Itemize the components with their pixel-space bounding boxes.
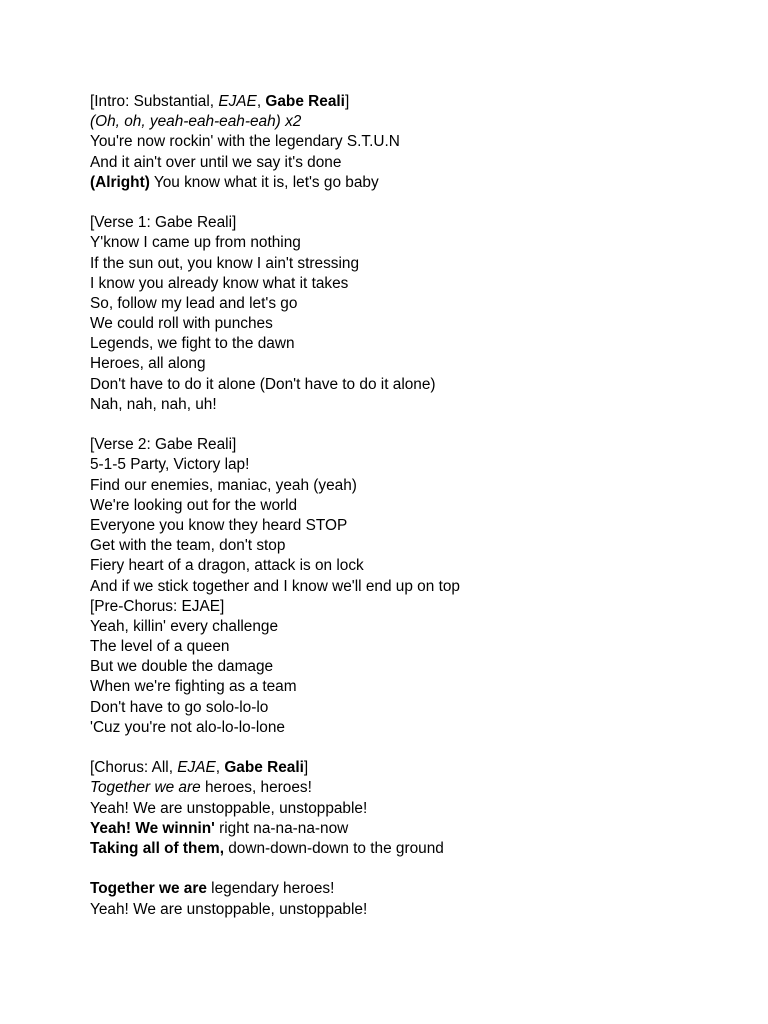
intro-header-open: [Intro: Substantial, bbox=[90, 93, 219, 110]
verse2-line: Fiery heart of a dragon, attack is on lock bbox=[90, 557, 364, 575]
chorus-line-3-rest: right na-na-na-now bbox=[214, 819, 349, 837]
verse1-line: Nah, nah, nah, uh! bbox=[90, 395, 217, 413]
chorus-line-2: Yeah! We are unstoppable, unstoppable! bbox=[90, 799, 368, 817]
chorus-line-5-bold: Together we are bbox=[90, 880, 207, 898]
chorus-line-4-rest: down-down-down to the ground bbox=[223, 839, 444, 857]
intro-header-comma: , bbox=[256, 93, 266, 110]
intro-header bbox=[90, 92, 730, 112]
chorus-line-1-rest: heroes, heroes! bbox=[200, 779, 312, 797]
verse1-line: Y'know I came up from nothing bbox=[90, 234, 301, 252]
chorus-header-close: ] bbox=[303, 759, 309, 777]
prechorus-line: But we double the damage bbox=[90, 658, 274, 676]
chorus-header-ejae: EJAE bbox=[177, 759, 216, 777]
verse1-line: We could roll with punches bbox=[90, 315, 273, 333]
prechorus-line: 'Cuz you're not alo-lo-lo-lone bbox=[90, 718, 285, 736]
prechorus-header: [Pre-Chorus: EJAE] bbox=[90, 597, 225, 615]
stanza-gap bbox=[90, 193, 730, 213]
prechorus-line: The level of a queen bbox=[90, 638, 230, 656]
intro-line-4-rest: You know what it is, let's go baby bbox=[149, 173, 379, 191]
chorus-header-open: [Chorus: All, bbox=[90, 759, 178, 777]
stanza-gap bbox=[90, 859, 730, 879]
verse1-line: Don't have to do it alone (Don't have to do it alone) bbox=[90, 375, 436, 393]
verse1-line: So, follow my lead and let's go bbox=[90, 294, 298, 312]
prechorus-line: Don't have to go solo-lo-lo bbox=[90, 698, 269, 716]
intro-line-3: And it ain't over until we say it's done bbox=[90, 153, 342, 171]
chorus-line-3 bbox=[90, 819, 730, 839]
verse1-line: I know you already know what it takes bbox=[90, 274, 349, 292]
intro-header-close: ] bbox=[344, 93, 350, 110]
verse2-line: We're looking out for the world bbox=[90, 496, 298, 514]
verse2-header: [Verse 2: Gabe Reali] bbox=[90, 436, 237, 454]
verse2-line: Get with the team, don't stop bbox=[90, 537, 286, 555]
intro-line-2: You're now rockin' with the legendary S.T.U.N bbox=[90, 133, 400, 151]
intro-line-1-text: (Oh, oh, yeah-eah-eah-eah) x2 bbox=[90, 113, 302, 131]
prechorus-line: Yeah, killin' every challenge bbox=[90, 617, 279, 635]
chorus-line-5 bbox=[90, 879, 730, 899]
verse2-line: 5-1-5 Party, Victory lap! bbox=[90, 456, 250, 474]
verse1-header: [Verse 1: Gabe Reali] bbox=[90, 214, 237, 232]
intro-header-ejae: EJAE bbox=[218, 93, 257, 110]
chorus-line-6: Yeah! We are unstoppable, unstoppable! bbox=[90, 900, 368, 918]
stanza-gap bbox=[90, 738, 730, 758]
chorus-line-3-bold: Yeah! We winnin' bbox=[90, 819, 215, 837]
chorus-header bbox=[90, 758, 730, 778]
stanza-gap bbox=[90, 415, 730, 435]
chorus-line-4 bbox=[90, 839, 730, 859]
verse2-line: Find our enemies, maniac, yeah (yeah) bbox=[90, 476, 357, 494]
intro-header-gabe: Gabe Reali bbox=[265, 93, 345, 110]
chorus-header-gabe: Gabe Reali bbox=[224, 759, 304, 777]
verse1-line: Legends, we fight to the dawn bbox=[90, 335, 295, 353]
verse2-line: And if we stick together and I know we'll end up on top bbox=[90, 577, 460, 595]
chorus-header-comma: , bbox=[215, 759, 225, 777]
chorus-line-1 bbox=[90, 778, 730, 798]
intro-line-4-bold: (Alright) bbox=[90, 173, 150, 191]
verse1-line: If the sun out, you know I ain't stressing bbox=[90, 254, 359, 272]
chorus-line-5-rest: legendary heroes! bbox=[206, 880, 335, 898]
intro-line-1 bbox=[90, 112, 730, 132]
chorus-line-1-italic: Together we are bbox=[90, 779, 201, 797]
intro-line-4 bbox=[90, 173, 730, 193]
verse2-line: Everyone you know they heard STOP bbox=[90, 516, 348, 534]
verse1-line: Heroes, all along bbox=[90, 355, 206, 373]
lyrics-document bbox=[90, 92, 730, 920]
prechorus-line: When we're fighting as a team bbox=[90, 678, 297, 696]
chorus-line-4-bold: Taking all of them, bbox=[90, 839, 224, 857]
